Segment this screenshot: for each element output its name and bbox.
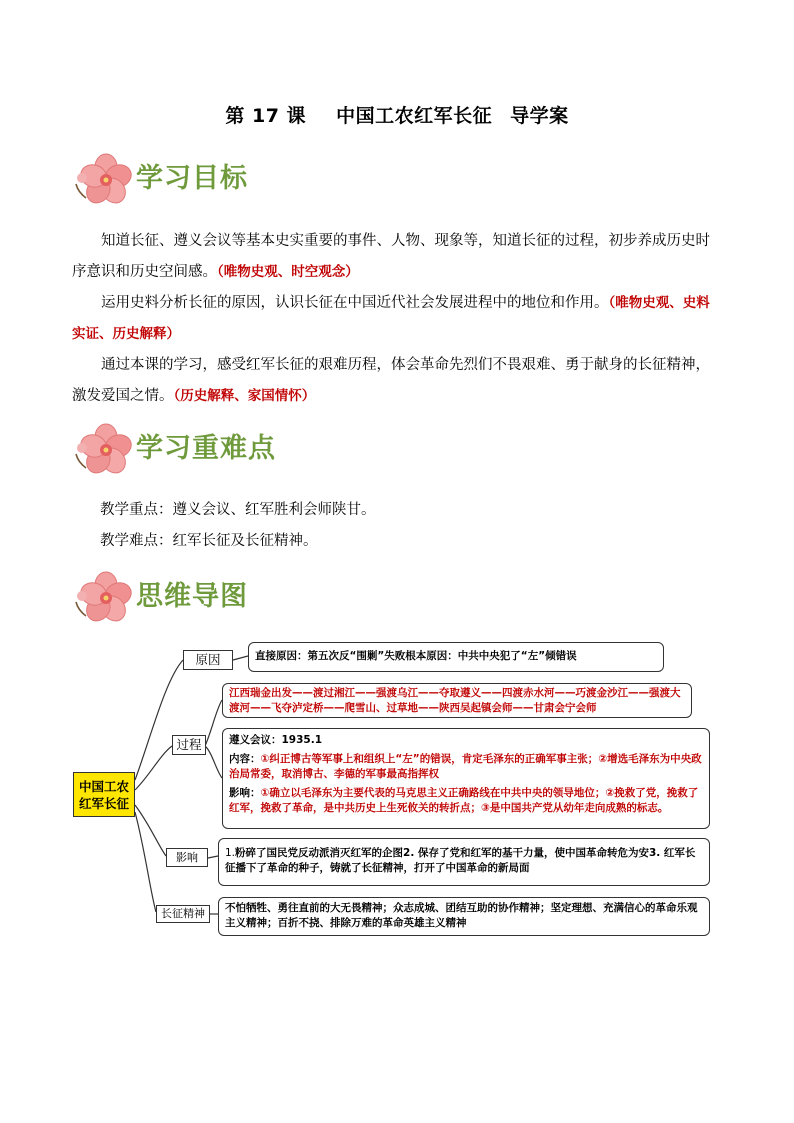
- spirit-box: [218, 897, 710, 936]
- section-keypoints-title: 学习重难点: [136, 433, 276, 464]
- branch-influence-label: 影响: [166, 848, 208, 867]
- zunyi-impact: [229, 786, 703, 816]
- process-route-box: [222, 683, 692, 718]
- cause-text: 直接原因：第五次反“围剿”失败根本原因：中共中央犯了“左”倾错误: [255, 650, 577, 662]
- mindmap-root-line2: 红军长征: [78, 796, 129, 811]
- branch-cause-label: 原因: [183, 650, 233, 670]
- influence-number: 1.: [225, 847, 236, 859]
- mindmap-root-line1: 中国工农: [78, 779, 129, 794]
- process-route-text: 江西瑞金出发——渡过湘江——强渡乌江——夺取遵义——四渡赤水河——巧渡金沙江——强渡大渡河——飞夺泸定桥——爬雪山、过草地——陕西吴起镇会师——甘肃会宁会师: [229, 687, 681, 714]
- influence-box: [218, 838, 710, 886]
- teaching-difficulty: 教学难点：红军长征及长征精神。: [100, 533, 318, 549]
- zunyi-content-text: ①纠正博古等军事上和组织上“左”的错误，肯定毛泽东的正确军事主张；②增选毛泽东为中央政治局常委，取消博古、李德的军事最高指挥权: [229, 753, 702, 780]
- zunyi-impact-text: ①确立以毛泽东为主要代表的马克思主义正确路线在中共中央的领导地位；②挽救了党，挽救了红军，挽救了革命，是中共历史上生死攸关的转折点；③是中国共产党从幼年走向成熟的标志。: [229, 787, 699, 814]
- zunyi-impact-label: 影响：: [229, 787, 261, 799]
- goal-tag-1: （唯物史观、时空观念）: [217, 264, 359, 280]
- goal-tag-2: （唯物史观、史料实证、历史解释）: [72, 295, 710, 342]
- goal-text-3: 通过本课的学习，感受红军长征的艰难历程，体会革命先烈们不畏艰难、勇于献身的长征精神，激发爱国之情。: [72, 357, 710, 404]
- section-goals-title: 学习目标: [136, 163, 248, 194]
- goal-tag-3: （历史解释、家国情怀）: [173, 388, 316, 404]
- cause-box: [248, 642, 664, 672]
- spirit-text: 不怕牺牲、勇往直前的大无畏精神；众志成城、团结互助的协作精神；坚定理想、充满信心的革命乐观主义精神；百折不挠、排除万难的革命英雄主义精神: [225, 902, 698, 929]
- section-mindmap-title: 思维导图: [136, 581, 248, 612]
- goal-text-2: 运用史料分析长征的原因，认识长征在中国近代社会发展进程中的地位和作用。: [101, 295, 609, 311]
- teaching-focus: 教学重点：遵义会议、红军胜利会师陕甘。: [100, 502, 376, 518]
- zunyi-meeting-box: [222, 728, 710, 829]
- branch-process-label: 过程: [172, 735, 206, 755]
- lesson-number: 第 17 课: [225, 105, 307, 127]
- influence-text: 粉碎了国民党反动派消灭红军的企图2. 保存了党和红军的基干力量，使中国革命转危为安3. 红军长征播下了革命的种子，铸就了长征精神，打开了中国革命的新局面: [225, 847, 696, 874]
- lesson-type: 导学案: [510, 105, 569, 127]
- branch-spirit-label: 长征精神: [156, 905, 210, 923]
- zunyi-title: 遵义会议：1935.1: [229, 734, 323, 746]
- mindmap-root: [73, 772, 135, 817]
- goal-text-1: 知道长征、遵义会议等基本史实重要的事件、人物、现象等，知道长征的过程，初步养成历史时序意识和历史空间感。: [72, 233, 710, 280]
- lesson-topic: 中国工农红军长征: [336, 105, 493, 127]
- zunyi-content: [229, 752, 703, 782]
- zunyi-content-label: 内容：: [229, 753, 261, 765]
